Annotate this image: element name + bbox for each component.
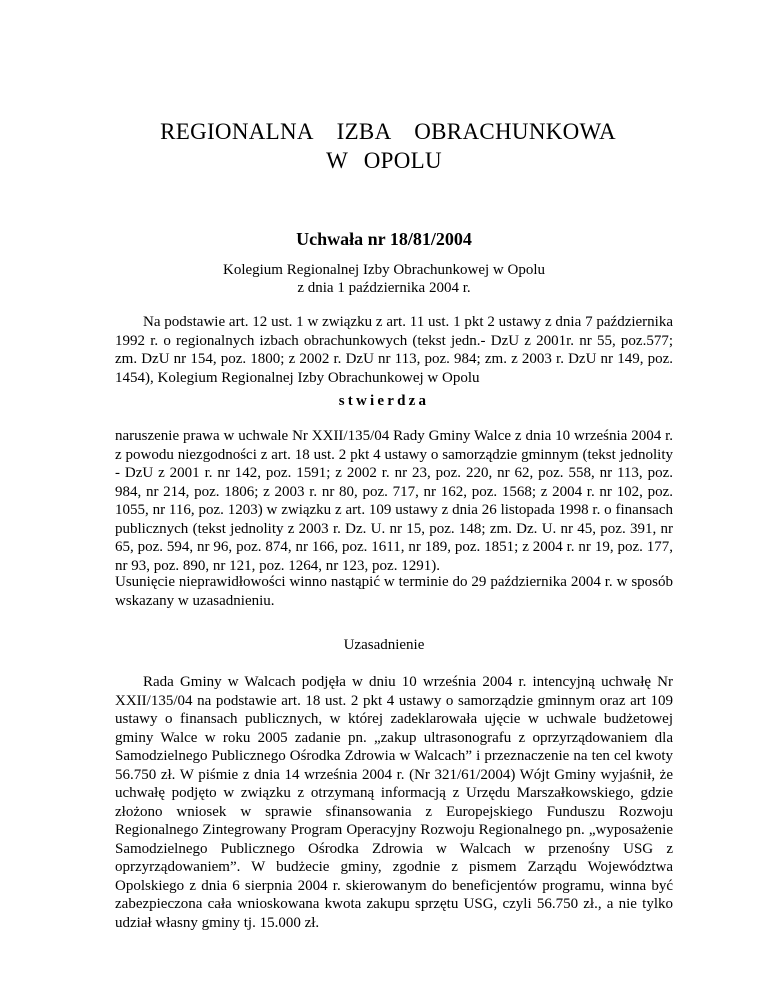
resolution-title: Uchwała nr 18/81/2004 [296, 229, 472, 249]
issuing-body: Kolegium Regionalnej Izby Obrachunkowej w Opolu [222, 262, 545, 278]
remedy-paragraph: Usunięcie nieprawidłowości winno nastąpić w terminie do 29 października 2004 r. w sposób wskazany w uzasadnieniu. [115, 574, 673, 609]
institution-header [0, 117, 768, 175]
institution-name: REGIONALNA IZBA OBRACHUNKOWA [160, 119, 616, 144]
finding-paragraph: naruszenie prawa w uchwale Nr XXII/135/04 Rady Gminy Walce z dnia 10 września 2004 r. z powodu niezgodności z art. 18 ust. 2 pkt 4 ustawy o samorządzie gminnym (tekst jednolity - DzU z 2001 r. nr 142, poz. 1591; z 2002 r. nr 23, poz. 220, nr 62, poz. 558, nr 113, poz. 984, nr 214, poz. 1806; z 2003 r. nr 80, poz. 717, nr 162, poz. 1568; z 2004 r. nr 102, poz. 1055, nr 116, poz. 1203) w związku z art. 109 ustawy z dnia 26 listopada 1998 r. o finansach publicznych (tekst jednolity z 2003 r. Dz. U. nr 15, poz. 148; zm. Dz. U. nr 45, poz. 391, nr 65, poz. 594, nr 96, poz. 874, nr 166, poz. 1611, nr 189, poz. 1851; z 2004 r. nr 19, poz. 177, nr 93, poz. 890, nr 121, poz. 1264, nr 123, poz. 1291). [115, 428, 673, 574]
institution-city: W OPOLU [326, 148, 442, 173]
justification-paragraph: Rada Gminy w Walcach podjęła w dniu 10 września 2004 r. intencyjną uchwałę Nr XXII/135/04 na podstawie art. 18 ust. 2 pkt 4 ustawy o samorządzie gminnym oraz art 109 ustawy o finansach publicznych, w której zadeklarowała ujęcie w uchwale budżetowej gminy Walce w roku 2005 zadanie pn. „zakup ultrasonografu z oprzyrządowaniem dla Samodzielnego Publicznego Ośrodka Zdrowia w Walcach” i przeznaczenie na ten cel kwoty 56.750 zł. W piśmie z dnia 14 września 2004 r. (Nr 321/61/2004) Wójt Gminy wyjaśnił, że uchwałę podjęto w związku z otrzymaną informacją z Urzędu Marszałkowskiego, gdzie złożono wniosek w sprawie sfinansowania z Europejskiego Funduszu Rozwoju Regionalnego Zintegrowany Program Operacyjny Rozwoju Regionalnego pn. „wyposażenie Samodzielnego Publicznego Ośrodka Zdrowia w Walcach w przenośny USG z oprzyrządowaniem”. W budżecie gminy, zgodnie z pismem Zarządu Województwa Opolskiego z dnia 6 sierpnia 2004 r. skierowanym do beneficjentów programu, winna być zabezpieczona cała wnioskowana kwota zakupu sprzętu USG, czyli 56.750 zł., a nie tylko udział własny gminy tj. 15.000 zł. [115, 674, 673, 931]
resolution-date: z dnia 1 października 2004 r. [297, 280, 471, 296]
justification-heading: Uzasadnienie [343, 637, 425, 653]
legal-basis-paragraph: Na podstawie art. 12 ust. 1 w związku z art. 11 ust. 1 pkt 2 ustawy z dnia 7 października 1992 r. o regionalnych izbach obrachunkowych (tekst jedn.- DzU z 2001r. nr 55, poz.577; zm. DzU nr 154, poz. 1800; z 2002 r. DzU nr 113, poz. 984; zm. z 2003 r. DzU nr 149, poz. 1454), Kolegium Regionalnej Izby Obrachunkowej w Opolu [115, 314, 673, 386]
resolution-subtitle [0, 261, 768, 297]
decision-heading: stwierdza [338, 393, 430, 409]
